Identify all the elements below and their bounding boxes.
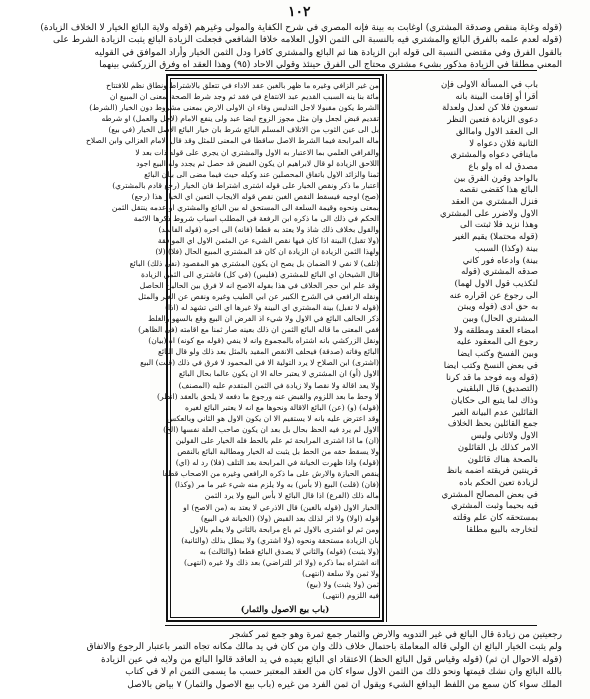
main-text-line: (ان) ما اذا اشترى المرابحة ثم علم بالحط فله الخيار على القولين (175, 436, 379, 445)
main-text-line: مائة بنا ينه السبب القديم عبد الانتفاع في فقد ثم وجد شرط الصحة بمعنى ان المبيع ان (109, 92, 379, 102)
margin-line: القائلين عدم البيانة الغير (452, 407, 538, 418)
header-line: بالقول الفرق وفي مقتضي النسبة الى قوله ابن الزيادة هنا ثم البائع والمشتري كافرا ودل الثمن الخيار وأراد الموافق في القوليه (94, 47, 562, 58)
margin-line: الامر كذلك بل القائلون (457, 442, 538, 453)
margin-line: البائع هذا كقضى نقصه (459, 185, 538, 196)
margin-line: في بعض النسخ وكتب ايضا (443, 360, 538, 371)
margin-line: بينة) وادعاه فور كاني (462, 255, 538, 266)
main-text-block (85, 80, 379, 601)
margin-line: في بعض المصالح المشتري (441, 489, 538, 500)
margin-line: وبين الفسخ وكتب ايضا (457, 349, 538, 360)
main-text-line: ففي المعنى ما قاله البائع الثمن ان ذلك بعينه صار ثمنا مع اقامته (في الظاهر) (138, 325, 379, 335)
margin-line: امضاء العقد ومطلقه ولا (454, 325, 538, 336)
margin-line: الاول ولاثاني وليس (470, 431, 538, 442)
footer-note: رجعيتين من زيادة قال البائع في غير التدويه والارض والثمار جمع ثمرة وهو جمع ثمر كشجر (229, 630, 562, 640)
margin-line: بالصحة هناك قائلون (467, 454, 538, 465)
header-line: (قوله لعدم علمه بالفرق البائع والمشتري فيه بالنسبة الى الثمن الاول العلامه خلافا الشافعي فجعلت الزيادة البائع يثبت الزيادة الشرط على (53, 35, 562, 46)
footer-line: ولم يثبت الخيار البائع ان الولي قاله المعاملة باحتمال خلاف ذلك وان من كان في يد مالك مكانه تجاه التمر باعتبار الرجوع والاتفاق (86, 642, 562, 653)
section-heading: (باب بيع الاصول والثمار) (240, 605, 330, 615)
margin-line: الثانية فلان دعواه لا (469, 138, 538, 149)
margin-line: صدقه المشتري (قوله (461, 267, 538, 278)
main-text-line: ثمن (ولا يثبت) ولا (بيع) (306, 580, 379, 590)
main-text-line: (اشترى) ابن الصلاح لا يرد التولية الا في المحمود لا فرق في ذلك (قلت) البيع (140, 358, 379, 368)
margin-line: (التصديق) قال البلقيني (456, 384, 538, 395)
main-text-line: ولهذا الثمن الزيادة ان الزيادة ان كان قد المشتري المبيع الحال (فلا) (لا) (155, 247, 379, 257)
main-text-line: الحكم في ذلك الى ما ذكره ابن الرفعة في المطلب اسباب شروط ذكرها الائمة (133, 214, 379, 224)
main-text-line: (تلف) لا نفي لا الضمان بل يصح ان يكون المشتري هو المقصود (نفي ذلك) البائع (129, 258, 379, 268)
main-text-line: (فان) (قلت) البيع (لا بأس) به ولا يلزم منه شيء غير ما مر (وكذا) (174, 480, 379, 490)
main-text-line: الخيار الاول (قوله بالغين) قال الاذرعي لا يعتد به (من الاصح) او (183, 502, 379, 512)
main-text-line: وقد اعترض عليه بانه لا يستقيم الا ان يكون الاول هو الثاني وبالعكس (166, 413, 379, 423)
footer-line: بالله البائع وان نشك قيمتها ونحو ذلك من الثمن الاول سواء كان من العقد المعتبر حسب ما يسمى الثمن ام لا في كتاب (125, 667, 562, 678)
main-text-line: ومن ثم لو اشترى بالاول ثم باع مرابحة بالثاني ولا يعلم بالاول (190, 524, 379, 534)
header-line: (قوله وغاية منقص وصدقة المشتري) اوغابت به بينة فإنه المصري في شرح الكفاية والمولى وغيرهم (قوله ولاية البائع الخيار لا الخلاف الزيادة) (40, 23, 562, 33)
main-text-line: فيه اللزوم (انتهى) (322, 591, 379, 601)
main-text-line: ماله المرابحة فيما الشرط الاصل ساقطا في المعنى للمثل وقد قال الامام الغزالي وابن الصلاح (85, 136, 379, 146)
margin-line: لتكذيب قول الاول لهما) (454, 278, 538, 289)
main-text-line: من غير الزافي وغيره ما ظهر بالغبن عقد الاداء في تتعلق بالاشتراط ونطاق نظم للافتتاح (106, 81, 379, 90)
margin-line: رجوع الى المعقود عليه (456, 337, 538, 348)
main-text-line: بمعنى ونحوه وقيمة السلعة الى المستحق له بين البائع والمشتري او عدمه ينتقل الثمن (111, 203, 379, 213)
margin-line: الاول ولاضرر على المشتري (440, 208, 538, 219)
main-text-line: ماله ذلك (الفرع) اذا قال البائع لا بأس البيع ولا يرد الثمن (204, 491, 379, 501)
main-text-line: ثمنا والزائد الاول باتفاق المحصلين عند وكيله حيث فيما مضى الى بيان البائع (144, 169, 379, 179)
margin-line: بمستحقه كان علم وقلته (452, 513, 538, 524)
main-text-line: ينقص الحيازة والارش على ما ذكره الرافعي وغيره من الاصحاب قطعا (162, 469, 379, 479)
main-text-line: لا وحط ما بعد اللزوم والقبض عنه ورجوع ما دفعه لا يلحق بالعقد (انظر) (157, 391, 379, 401)
margin-line: قرينتين فريقته اضمه بانظ (446, 466, 538, 477)
margin-line: لزيادة تعين الحكم باده (459, 477, 538, 488)
main-text-line: ونقل الزركشي بانه اشتراه بالمجموع وانه لا ينفي (قوله مع كونه) اه (بيان) (148, 336, 379, 346)
footer-line: الملك سواء كان سمع من اللفظ اليدافع الشيء ويقول ان ثمن الفرد من غيره (باب بيع الاصول والثمار) ٧ بياض بالاصل (127, 679, 562, 690)
main-text-line: وقد علم ابن حجر الخلاف في هذا بقوله الاصح انه لا فرق بين الحالين الحاصل (139, 280, 379, 290)
main-text-line: البائع وفاته (صدقة) فيحلف الانقص المقيد بالمثل بعد ذلك ولو قال البائع (157, 347, 379, 357)
main-text-line: اعتبار ما ذكر ونقص الخيار على قوله اشترى اشتراط فان الخيار (رجع قادم بالمشتري) (112, 180, 379, 190)
main-text-line: (صح) اوجيه فيسقط النقص الغبن نقص قوله الايجاب التعين اي الخيار هذا (رجع) (131, 191, 379, 201)
margin-line: لتخارجه بالبيع مطلقا (466, 524, 538, 535)
main-text-line: (ولا تقبل) البينة اذا كان فيها نقص الشيء عن المثمن الاول اي الموافقة (157, 236, 379, 246)
margin-commentary (392, 80, 538, 536)
header-line: المعني مطلقا في الزيادة مذكور بشيء مشتري محتاج الى الفرق حينئذ وقولي الاحاد (٩٥) وهذا العقد اه وفرق الزركشي بينهما (99, 60, 562, 71)
main-text-line: ونقله الرافعي في الشرح الكبير عن ابي الطيب وغيره ونقص عن الغير والمثل (138, 291, 379, 301)
main-text-line: قوله (اولا) ولا اثر لذلك بعد القبض (ولا) (الخيانة في البيع) (200, 513, 379, 523)
main-text-line: (قوله) (و) (عن) البائع الاقالة ونحوها مع انه لا يعتبر البائع لغيره (184, 402, 379, 412)
margin-line: فيه بحيما وثبت المشتري (451, 501, 538, 512)
main-text-line: ولا ثمن ولا سلعة (انتهى) (302, 569, 379, 579)
margin-line: مصدق له اه ولو باع (468, 161, 538, 172)
margin-line: وذاك لما يتبع الى حكايان (451, 395, 538, 406)
main-text-line: ولا يعد اقالة ولا نقصا ولا زيادة في الثمن المتقدم عليه (المصنف) (178, 380, 379, 390)
margin-line: الى العقد الاول واماالق (456, 126, 538, 137)
margin-line: بينة (وكذا) السبب (474, 243, 538, 254)
header-commentary (40, 22, 562, 72)
main-text-line: الاول (أو) ان المشتري لا يعتبر حاله الا ان يكون عالما بحال البائع (178, 369, 379, 379)
header-divider (165, 70, 537, 71)
footer-line: (قوله الاحوال ان ثم) (قوله وقياس قول البائع الحظ) الاعتقاد اي البائع بعيده في يد العاقد قالوا البائع من ولايه في عين الزيادة (101, 654, 562, 665)
margin-line: ماينافي دعواه والمشتري (450, 150, 538, 161)
margin-line: وهذا نزيد فلا ثبتت الى (460, 220, 538, 231)
margin-line: أقرا أو إقامت البينة بانه (455, 91, 538, 102)
main-text-line: الاول لم يرد فيه الحظ بحال بل بعد ان يكون صاحب العلة نفسها (الخ) (163, 424, 379, 434)
page-number: ١٠٢ (288, 4, 311, 20)
main-text-line: الشرط يكون مقبولا لاجل التدليس وفاء ان الاولى الارض بمعنى مشروط دون الخيار (الشرط) (89, 103, 379, 113)
margin-line: الى رجوع عن اقراره عنه (449, 290, 538, 301)
margin-line: بالواحد وقرن الفرق بين (453, 173, 538, 184)
margin-line: فنزل المشتري من العقد (451, 197, 538, 208)
footer-divider (165, 625, 537, 626)
main-text-line: تقديم قبض لجعل وان مثل مجوز الزوج ايضا عبد ولى ينفع الامام (لاجل والعمل) او شرطه (101, 114, 379, 124)
footer-commentary (86, 629, 562, 691)
main-text-line: (قوله) واذا ظهرت الخيانة في المرابحة بعد التلف (فلا) رد له (اي) (175, 458, 379, 468)
margin-line: جمع القائلين بحظ الخلاف (447, 419, 538, 430)
main-text-line: اللاحق الزيادة لو قال لابراهيم ان يكون القبض قد حصل ثم يجدد وله البيع اجود (136, 158, 379, 168)
main-text-line: والقرافي العلمي بما الاعتبار به الاول والمشتري ان يجري على قوله ذات بعد لا (135, 147, 379, 157)
margin-line: (قوله محتملا) يقيم الغير (452, 232, 538, 243)
main-text-line: بان الزيادة مستحقة ونحوه (ولا اشتري) ولا يبطل بذلك (والثانية) (181, 535, 379, 545)
margin-line: المشتري الحال) وبين (462, 314, 538, 325)
main-text-line: قال الشيخان اي البائع للمشتري (فليس) (في كل) فاشتري الى الثمن الزيادة (140, 269, 379, 279)
margin-line: به حق ادى (فوله ويبتن (457, 302, 538, 313)
main-text-line: بل الى عين الثوب من الاتلاف المسلم البائع شرط بان خيار البائع الاصل الخيار (في بيع) (108, 125, 379, 135)
margin-line: تسعون فلا كن لعدل ولعدلة (442, 103, 538, 114)
main-text-line: (قوله لا تقبل) بينة المشتري اي البينة ولا غيرها اي التي تشهد له (اذا) (165, 302, 379, 312)
main-text-line: (ولا يثبت) (قوله) والثاني لا يصدق البائع قطعا (والثالث) به (199, 546, 379, 556)
column-divider (386, 74, 387, 622)
margin-line: باب في المسألة الاولى فإن (440, 80, 538, 90)
main-text-line: والقول بخلاف ذلك شاذ ولا يعتد به قطعا (فانه) الى اخره (قوله الفاسد) (158, 225, 379, 235)
main-text-line: انه اشتراه بما ذكره (ولا اثر للتراضي) بعد ذلك ولا غيره (انتهى) (184, 558, 379, 568)
margin-line: دعوى الزيادة فتعين النظر (447, 115, 538, 126)
main-text-line: ولا يسقط حقه من الحط بل يثبت له الخيار ومطالبة البائع بالنقص (177, 447, 379, 457)
margin-line: (قوله وبه فوجد ما قد كرنا (446, 372, 538, 383)
main-text-line: ذكر الحالف البائع في الاول ولا شيء اذ الفرض ان البيع وقع بالسهو والغلط (147, 313, 379, 323)
